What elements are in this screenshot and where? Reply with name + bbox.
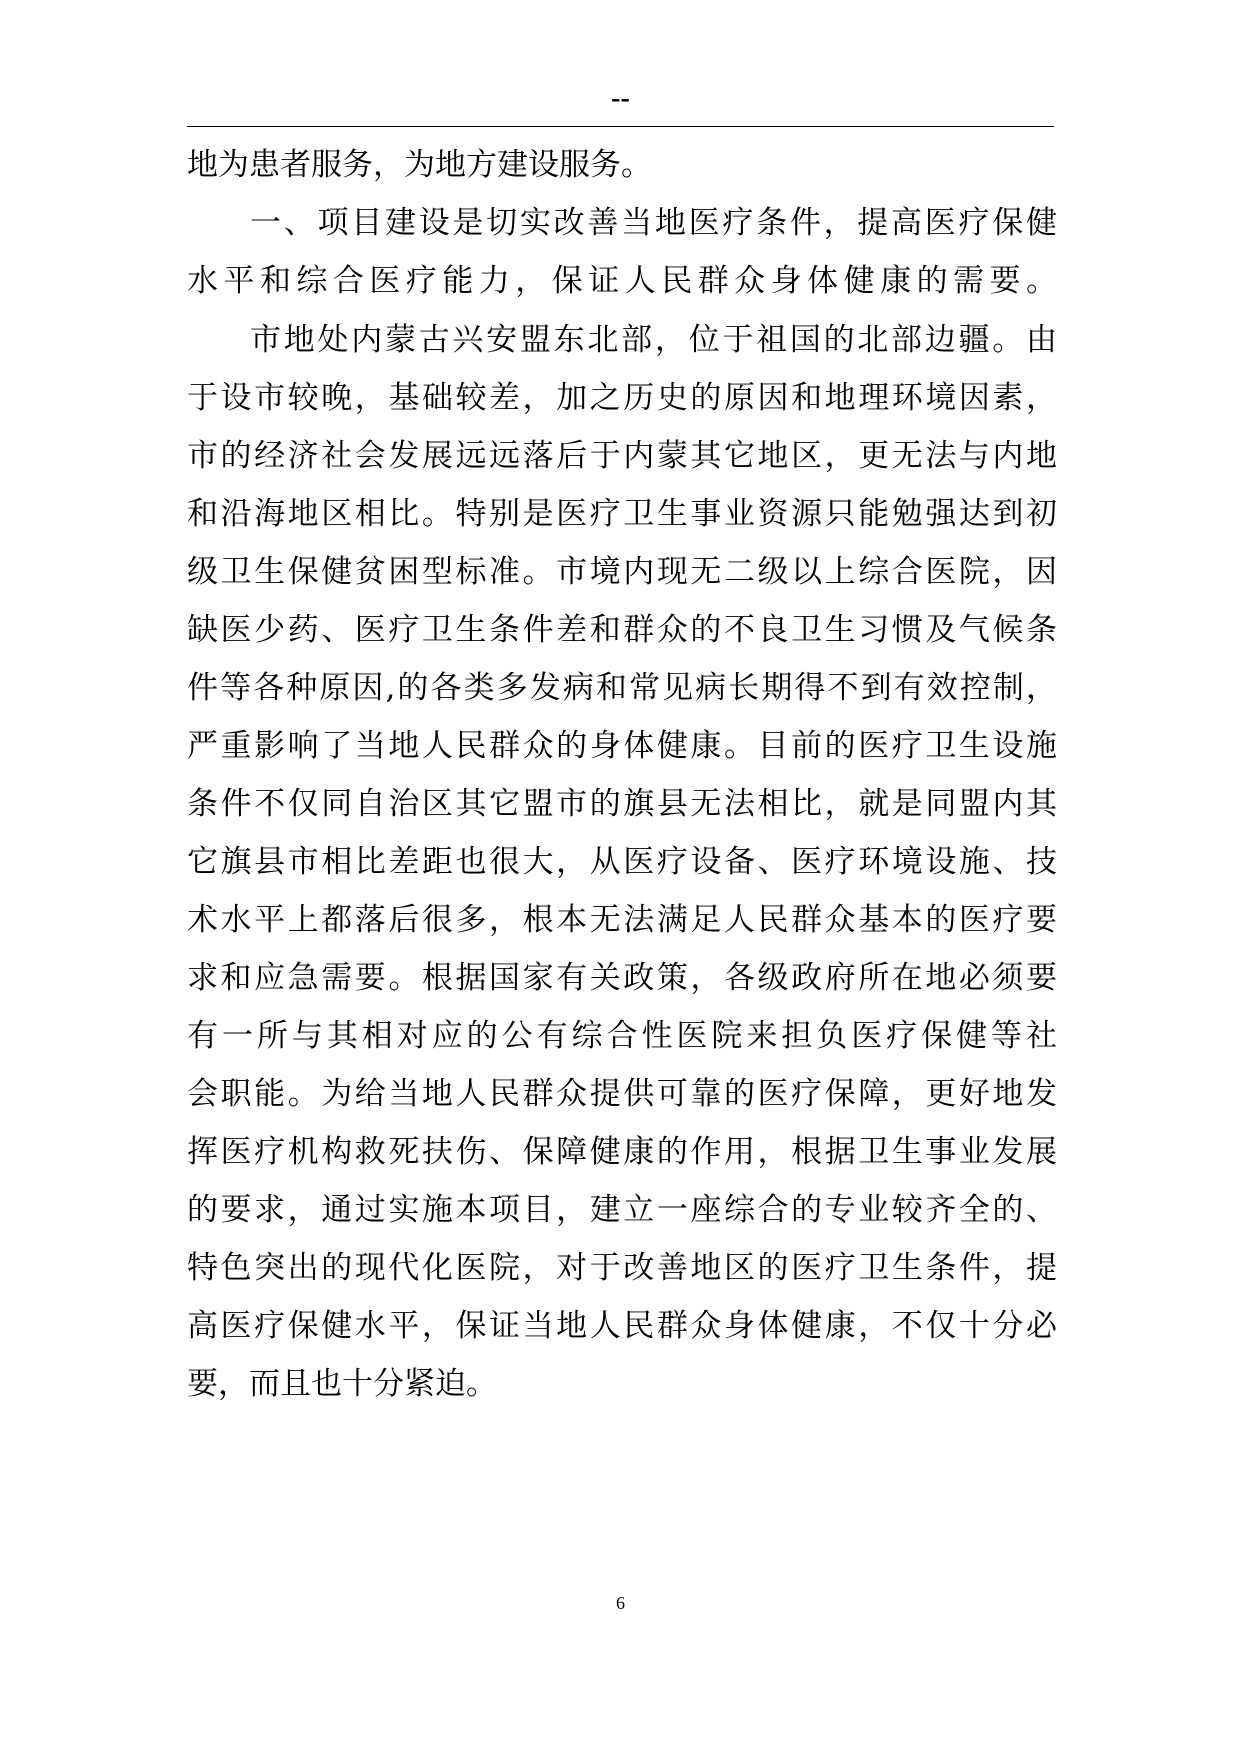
text-line: 术水平上都落后很多，根本无法满足人民群众基本的医疗要	[187, 902, 1057, 938]
text-line: 会职能。为给当地人民群众提供可靠的医疗保障，更好地发	[187, 1076, 1057, 1112]
text-line: 级卫生保健贫困型标准。市境内现无二级以上综合医院，因	[187, 554, 1057, 590]
text-line: 和沿海地区相比。特别是医疗卫生事业资源只能勉强达到初	[187, 496, 1057, 532]
text-line: 严重影响了当地人民群众的身体健康。目前的医疗卫生设施	[187, 728, 1057, 764]
text-line: 市地处内蒙古兴安盟东北部，位于祖国的北部边疆。由	[250, 322, 1057, 358]
text-line: 挥医疗机构救死扶伤、保障健康的作用，根据卫生事业发展	[187, 1134, 1057, 1170]
text-line: 有一所与其相对应的公有综合性医院来担负医疗保健等社	[187, 1018, 1057, 1054]
text-line: 缺医少药、医疗卫生条件差和群众的不良卫生习惯及气候条	[187, 612, 1057, 648]
text-line: 件等各种原因,的各类多发病和常见病长期得不到有效控制，	[187, 670, 1057, 706]
text-line: 高医疗保健水平，保证当地人民群众身体健康，不仅十分必	[187, 1308, 1057, 1344]
header-mark: --	[611, 83, 630, 114]
text-line: 特色突出的现代化医院，对于改善地区的医疗卫生条件，提	[187, 1250, 1057, 1286]
text-line: 的要求，通过实施本项目，建立一座综合的专业较齐全的、	[187, 1192, 1057, 1228]
text-line: 一、项目建设是切实改善当地医疗条件，提高医疗保健	[250, 205, 1057, 241]
header-rule	[187, 126, 1054, 127]
text-line: 条件不仅同自治区其它盟市的旗县无法相比，就是同盟内其	[187, 786, 1057, 822]
text-line: 求和应急需要。根据国家有关政策，各级政府所在地必须要	[187, 960, 1057, 996]
text-line: 要，而且也十分紧迫。	[187, 1366, 497, 1402]
text-line: 它旗县市相比差距也很大，从医疗设备、医疗环境设施、技	[187, 844, 1057, 880]
page-number: 6	[616, 1593, 625, 1613]
text-line: 水平和综合医疗能力，保证人民群众身体健康的需要。	[187, 263, 1057, 299]
text-line: 于设市较晚，基础较差，加之历史的原因和地理环境因素，	[187, 380, 1057, 416]
text-line: 市的经济社会发展远远落后于内蒙其它地区，更无法与内地	[187, 438, 1057, 474]
text-line: 地为患者服务，为地方建设服务。	[187, 147, 652, 183]
